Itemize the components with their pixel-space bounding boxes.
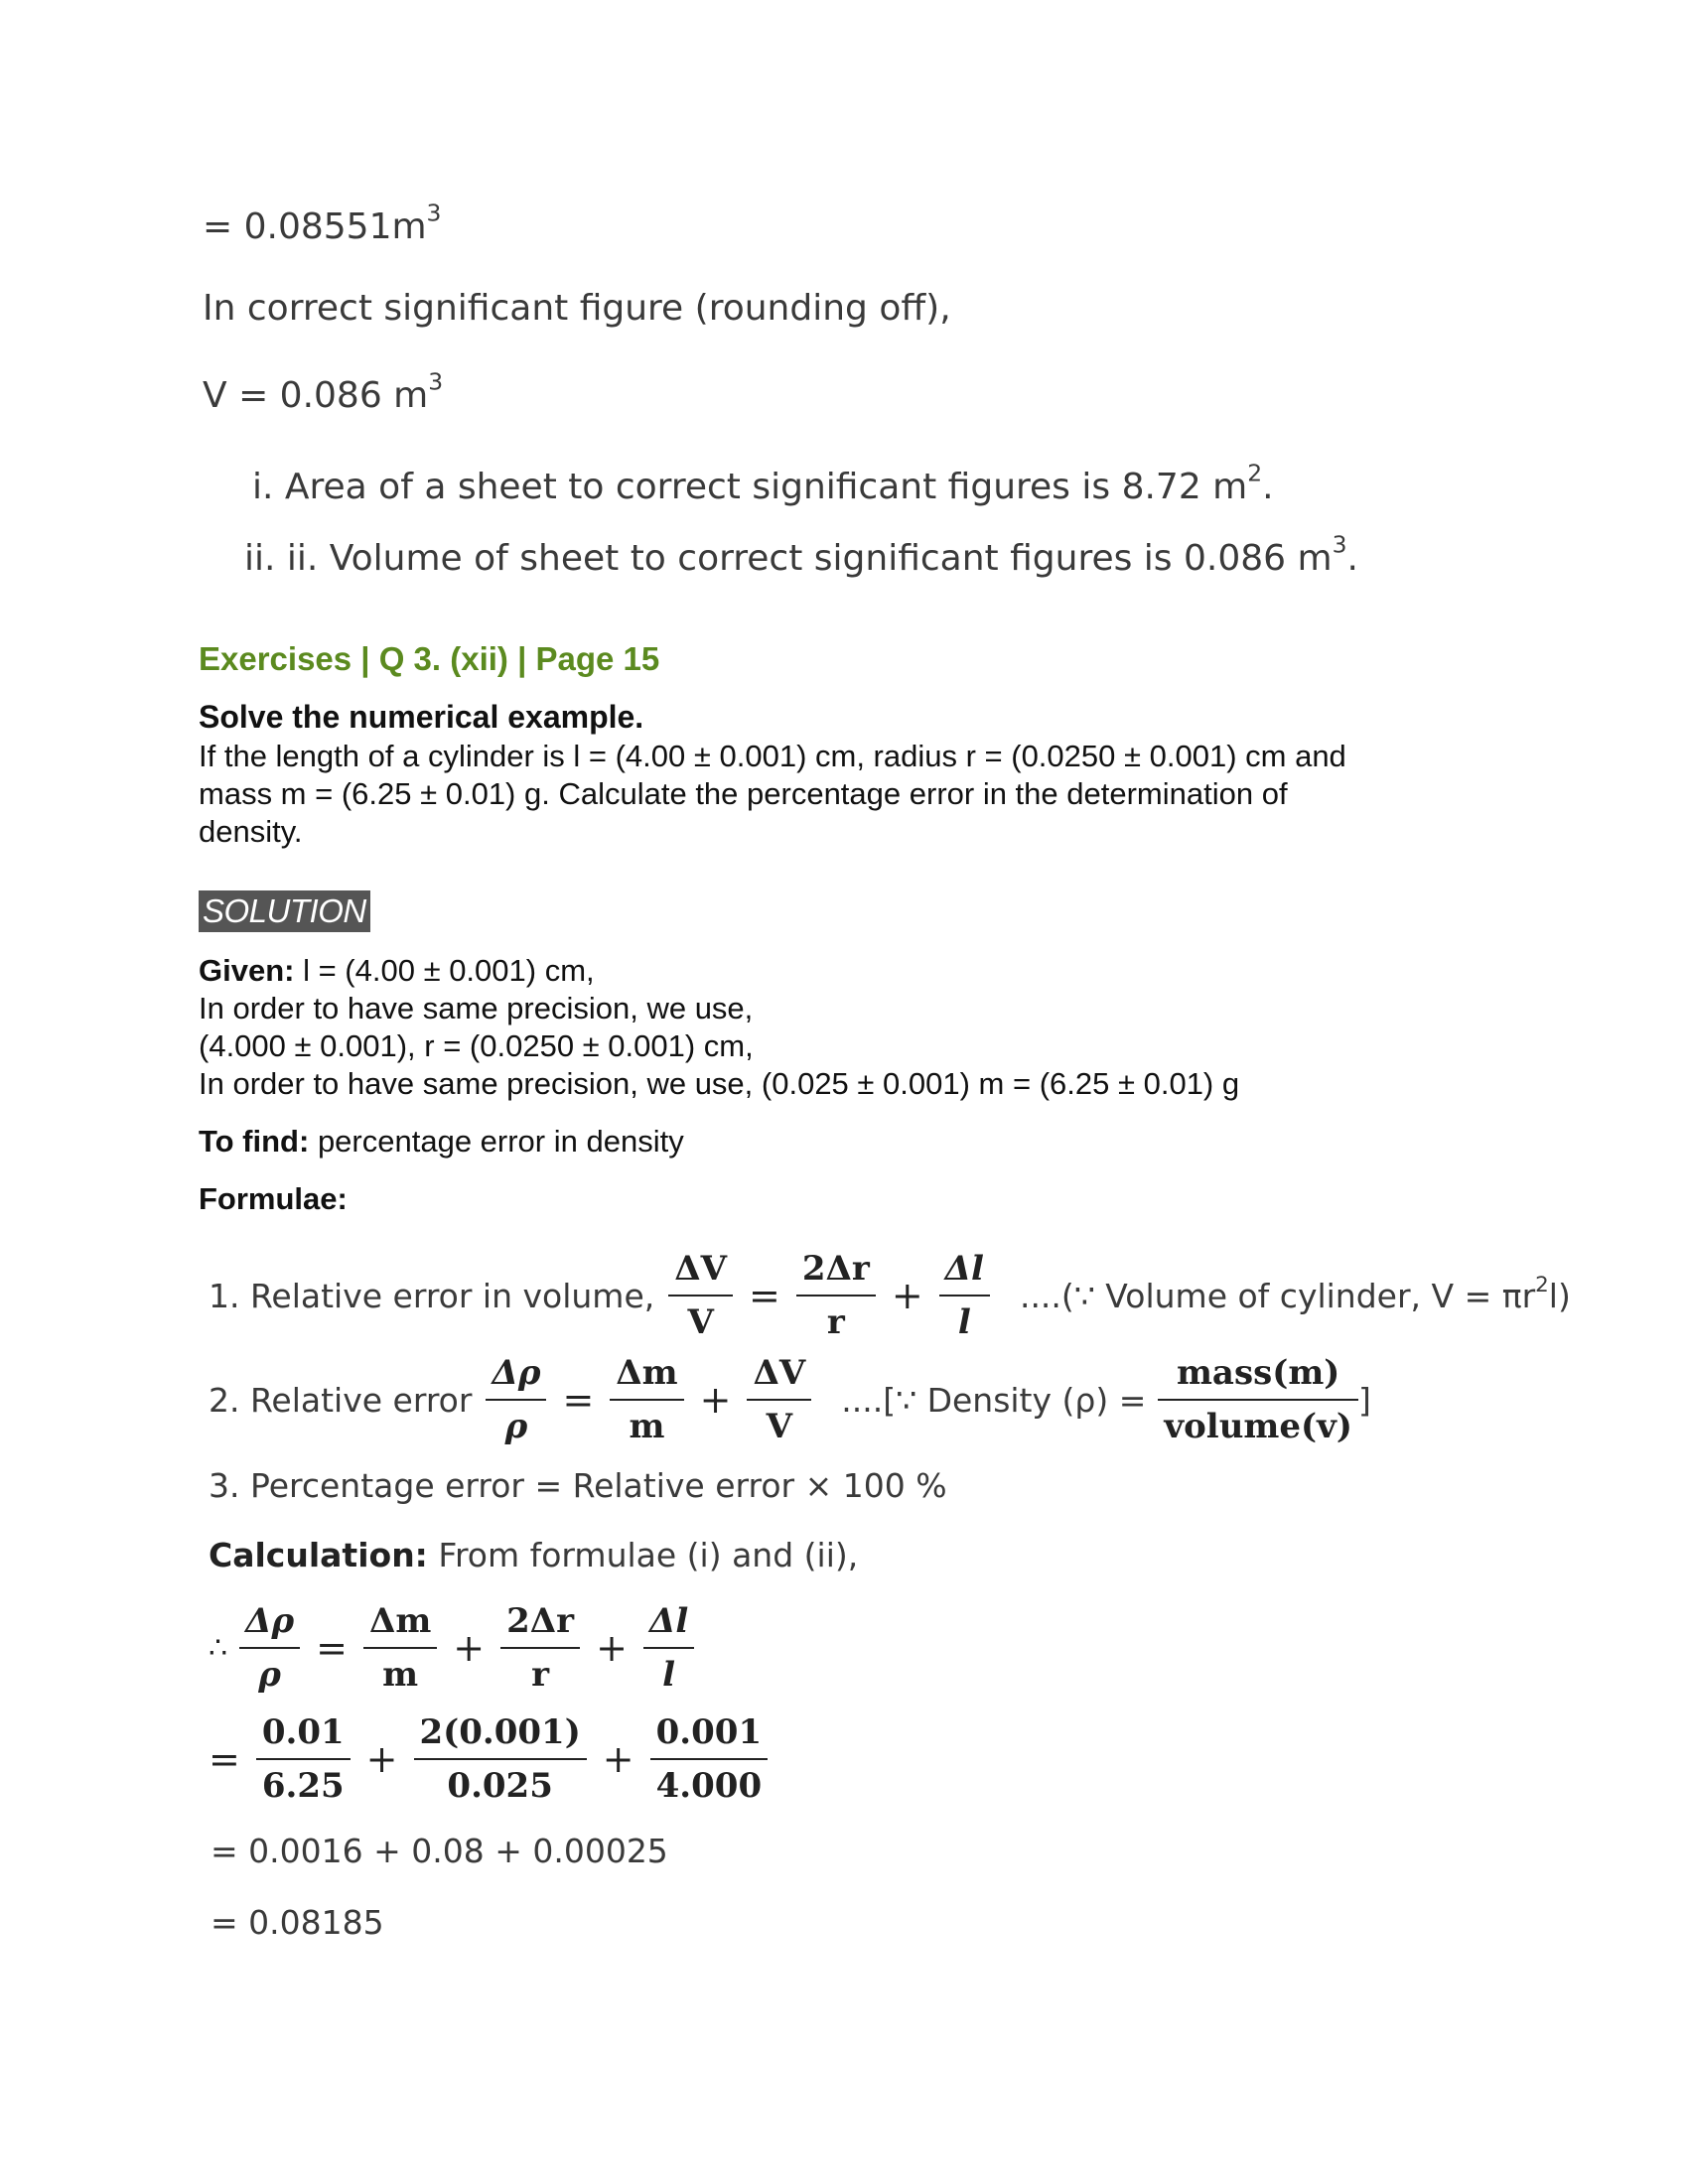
- formulae-label: Formulae:: [199, 1181, 348, 1216]
- given-text: l = (4.00 ± 0.001) cm,: [294, 953, 595, 988]
- formula-1-label: 1. Relative error in volume,: [209, 1276, 655, 1315]
- formula-1-term-2: [939, 1249, 990, 1342]
- answer-item-area-period: .: [1262, 467, 1274, 507]
- answer-item-volume-period: .: [1346, 538, 1358, 579]
- rounded-volume-text: V = 0.086 m: [203, 375, 429, 416]
- calc-eq-1-term-3-den: l: [662, 1655, 676, 1695]
- result-sum-line: = 0.0016 + 0.08 + 0.00025: [211, 1832, 668, 1870]
- result-final-line: = 0.08185: [211, 1903, 384, 1942]
- exercise-prompt: Solve the numerical example.: [199, 699, 644, 735]
- calc-eq-2-equals: =: [209, 1737, 240, 1781]
- calc-eq-1-term-1: [363, 1601, 437, 1695]
- calc-eq-2-term-1-num: 0.01: [256, 1712, 351, 1760]
- calc-eq-1-term-1-den: m: [382, 1655, 419, 1695]
- tofind-label: To find:: [199, 1124, 310, 1159]
- calc-eq-1-lhs-den: ρ: [258, 1655, 281, 1695]
- calc-eq-1-term-2: [500, 1601, 580, 1695]
- formula-3: 3. Percentage error = Relative error × 100 %: [209, 1466, 947, 1505]
- formula-2-plus: +: [699, 1378, 732, 1422]
- calculation-line: [209, 1536, 858, 1574]
- volume-result-text: = 0.08551m: [203, 206, 427, 247]
- formula-2-equals: =: [562, 1378, 595, 1422]
- answer-item-volume: [244, 530, 1358, 579]
- calc-eq-2-term-3-den: 4.000: [655, 1766, 763, 1806]
- calc-eq-1-term-2-num: 2Δr: [500, 1601, 580, 1649]
- formula-1-lhs: [668, 1249, 733, 1342]
- formula-2: [209, 1345, 1371, 1454]
- question-line-1: If the length of a cylinder is l = (4.00 ± 0.001) cm, radius r = (0.0250 ± 0.001) cm and: [199, 739, 1346, 773]
- solution-badge: SOLUTION: [199, 890, 370, 932]
- formula-2-density-fraction: [1158, 1353, 1358, 1446]
- calc-eq-2-term-3-num: 0.001: [650, 1712, 768, 1760]
- calc-eq-1-lhs-num: Δρ: [239, 1601, 300, 1649]
- calc-eq-2-term-1-den: 6.25: [261, 1766, 345, 1806]
- question-line-3: density.: [199, 814, 303, 849]
- formula-1-term-1: [796, 1249, 876, 1342]
- formula-2-term-1-num: Δm: [610, 1353, 683, 1401]
- given-label: Given:: [199, 953, 295, 988]
- calculation-eq-1: [209, 1593, 700, 1703]
- calc-eq-2-term-1: [256, 1712, 351, 1806]
- rounded-volume-exponent: 3: [428, 367, 444, 396]
- answer-item-area-text: i. Area of a sheet to correct significant figures is 8.72 m: [252, 467, 1248, 507]
- calc-eq-1-equals: =: [316, 1626, 348, 1670]
- rounding-note: In correct significant figure (rounding off),: [203, 288, 951, 329]
- formula-2-note: ....[∵ Density (ρ) =: [841, 1380, 1147, 1420]
- formula-1-note-close: l): [1548, 1276, 1571, 1315]
- formula-1-note-exponent: 2: [1535, 1272, 1549, 1297]
- formula-2-lhs: [486, 1353, 546, 1446]
- formula-2-term-2: [747, 1353, 811, 1446]
- calc-eq-2-plus-2: +: [602, 1737, 634, 1781]
- calc-eq-2-term-2-num: 2(0.001): [414, 1712, 587, 1760]
- question-line-2: mass m = (6.25 ± 0.01) g. Calculate the percentage error in the determination of: [199, 776, 1288, 811]
- formula-1-lhs-den: V: [687, 1302, 714, 1342]
- formula-2-label: 2. Relative error: [209, 1380, 473, 1420]
- calc-eq-1-term-1-num: Δm: [363, 1601, 437, 1649]
- therefore-symbol: ∴: [209, 1630, 228, 1666]
- formula-1-term-2-num: Δl: [939, 1249, 990, 1297]
- calc-eq-1-plus-1: +: [453, 1626, 486, 1670]
- calc-eq-1-term-3: [643, 1601, 694, 1695]
- calc-eq-1-lhs: [239, 1601, 300, 1695]
- answer-item-volume-exponent: 3: [1332, 530, 1347, 559]
- formula-1-lhs-num: ΔV: [668, 1249, 733, 1297]
- calc-eq-2-plus-1: +: [365, 1737, 398, 1781]
- calc-eq-2-term-2-den: 0.025: [447, 1766, 553, 1806]
- formula-2-term-1-den: m: [629, 1407, 665, 1446]
- rounded-volume-line: [203, 367, 444, 416]
- formula-1-term-1-den: r: [826, 1302, 845, 1342]
- calc-eq-2-term-3: [650, 1712, 768, 1806]
- calculation-eq-2: [209, 1705, 774, 1814]
- formula-1-note: [1019, 1272, 1571, 1315]
- calc-eq-1-term-2-den: r: [531, 1655, 550, 1695]
- answer-item-area-exponent: 2: [1247, 459, 1263, 487]
- formula-2-term-2-num: ΔV: [747, 1353, 811, 1401]
- formula-1: [209, 1241, 1571, 1350]
- tofind-text: percentage error in density: [309, 1124, 684, 1159]
- given-line-4: In order to have same precision, we use, (0.025 ± 0.001) m = (6.25 ± 0.01) g: [199, 1066, 1240, 1101]
- given-line-3: (4.000 ± 0.001), r = (0.0250 ± 0.001) cm,: [199, 1028, 754, 1063]
- calculation-label: Calculation:: [209, 1536, 428, 1574]
- calculation-text: From formulae (i) and (ii),: [427, 1536, 859, 1574]
- exercise-heading[interactable]: Exercises | Q 3. (xii) | Page 15: [199, 640, 660, 677]
- calc-eq-1-plus-2: +: [596, 1626, 628, 1670]
- given-line: [199, 953, 595, 989]
- density-fraction-num: mass(m): [1158, 1353, 1358, 1401]
- density-fraction-den: volume(v): [1164, 1407, 1352, 1446]
- formula-2-lhs-num: Δρ: [486, 1353, 546, 1401]
- volume-result-exponent: 3: [426, 199, 442, 227]
- formula-2-lhs-den: ρ: [504, 1407, 528, 1446]
- formula-1-note-text: ....(∵ Volume of cylinder, V = πr: [1019, 1276, 1536, 1315]
- formula-2-term-1: [610, 1353, 683, 1446]
- formula-1-equals: =: [749, 1274, 780, 1317]
- answer-item-area: [252, 459, 1274, 507]
- calc-eq-2-term-2: [414, 1712, 587, 1806]
- formula-2-term-2-den: V: [766, 1407, 793, 1446]
- formula-1-term-2-den: l: [957, 1302, 971, 1342]
- answer-item-volume-text: ii. ii. Volume of sheet to correct significant figures is 0.086 m: [244, 538, 1333, 579]
- volume-result-line: [203, 199, 442, 247]
- calc-eq-1-term-3-num: Δl: [643, 1601, 694, 1649]
- tofind-line: [199, 1124, 684, 1160]
- formula-1-term-1-num: 2Δr: [796, 1249, 876, 1297]
- formula-2-note-close: ]: [1357, 1380, 1371, 1420]
- given-line-2: In order to have same precision, we use,: [199, 991, 754, 1025]
- formula-1-plus: +: [891, 1274, 923, 1317]
